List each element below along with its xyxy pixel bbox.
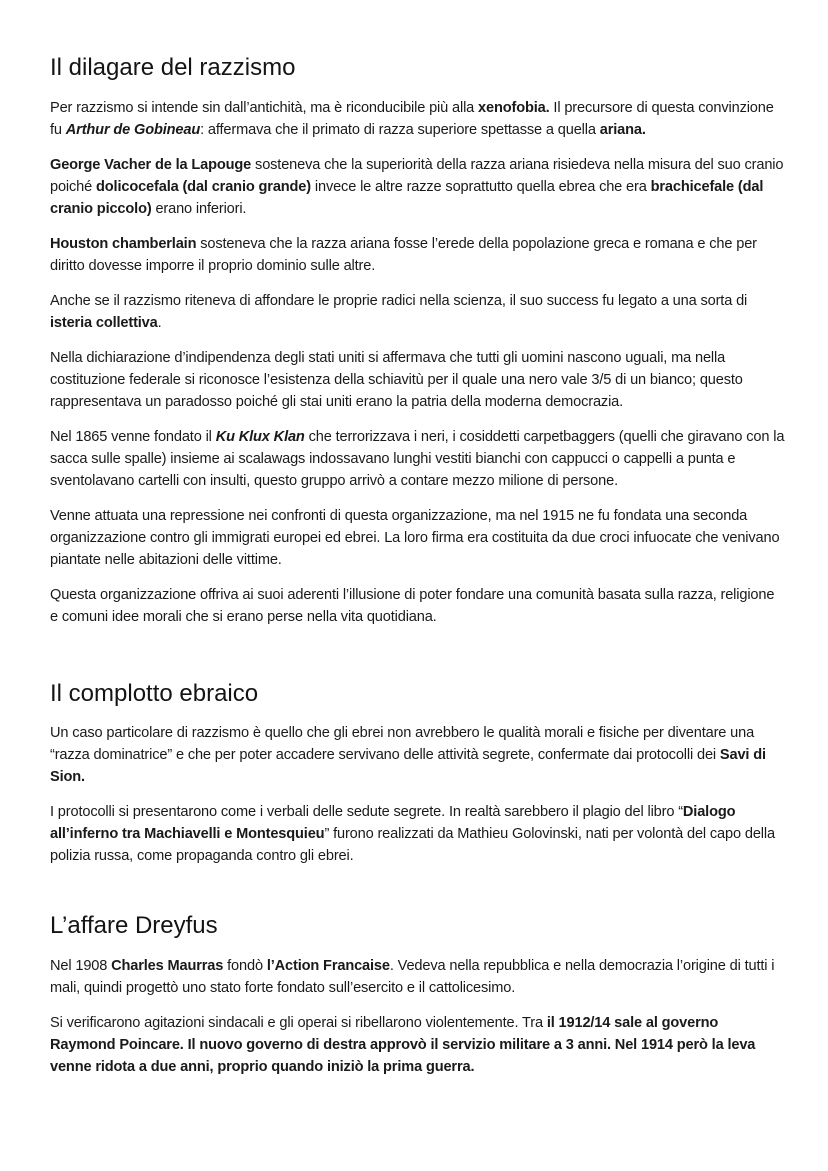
paragraph: Nel 1908 Charles Maurras fondò l’Action Francaise. Vedeva nella repubblica e nella democrazia l’origine di tutti i mali, quindi progettò uno stato forte fondato sull’esercito e il cattolicesimo. (50, 958, 775, 996)
paragraph: Per razzismo si intende sin dall’antichità, ma è riconducibile più alla xenofobia. Il precursore di questa convinzione fu Arthur de Gobineau: affermava che il primato di razza superiore spettasse a quella ariana. (50, 100, 774, 138)
section-complotto (50, 679, 785, 880)
paragraph: Anche se il razzismo riteneva di affondare le proprie radici nella scienza, il suo success fu legato a una sorta di isteria collettiva. (50, 293, 748, 331)
section-razzismo (50, 53, 785, 641)
paragraph: Si verificarono agitazioni sindacali e gli operai si ribellarono violentemente. Tra il 1912/14 sale al governo Raymond Poincare. Il nuovo governo di destra approvò il servizio militare a 3 anni. Nel 1914 però la leva venne ridota a due anni, proprio quando iniziò la prima guerra. (50, 1015, 756, 1075)
paragraph: Nella dichiarazione d’indipendenza degli stati uniti si affermava che tutti gli uomini nascono uguali, ma nella costituzione federale si riconosce l’esistenza della schiavitù per il quale una nero vale 3/5 di un bianco; questo rappresentava un paradosso poiché gli stai uniti erano la patria della moderna democrazia. (50, 350, 743, 410)
section-title: Il dilagare del razzismo (50, 54, 296, 81)
paragraph: Venne attuata una repressione nei confronti di questa organizzazione, ma nel 1915 ne fu fondata una seconda organizzazione contro gli immigrati europei ed ebrei. La loro firma era costituita da due croci infuocate che venivano piantate nelle abitazioni delle vittime. (50, 508, 780, 568)
paragraph: George Vacher de la Lapouge sosteneva che la superiorità della razza ariana risiedeva nella misura del suo cranio poiché dolicocefala (dal cranio grande) invece le altre razze soprattutto quella ebrea che era brachicefale (dal cranio piccolo) erano inferiori. (50, 157, 784, 217)
paragraph: Houston chamberlain sosteneva che la razza ariana fosse l’erede della popolazione greca e romana e che per diritto dovesse imporre il proprio dominio sulle altre. (50, 236, 757, 274)
section-dreyfus (50, 911, 785, 1091)
paragraph: Un caso particolare di razzismo è quello che gli ebrei non avrebbero le qualità morali e fisiche per diventare una “razza dominatrice” e che per poter accadere servivano delle attività segrete, confermate dai protocolli dei Savi di Sion. (50, 725, 766, 785)
section-title: L’affare Dreyfus (50, 912, 218, 939)
paragraph: Questa organizzazione offriva ai suoi aderenti l’illusione di poter fondare una comunità basata sulla razza, religione e comuni idee morali che si erano perse nella vita quotidiana. (50, 587, 775, 625)
section-title: Il complotto ebraico (50, 680, 259, 707)
paragraph: Nel 1865 venne fondato il Ku Klux Klan che terrorizzava i neri, i cosiddetti carpetbaggers (quelli che giravano con la sacca sulle spalle) insieme ai scalawags indossavano lunghi vestiti bianchi con cappucci o cappelli a punta e sventolavano cartelli con insulti, questo gruppo arrivò a contare mezzo milione di persone. (50, 429, 785, 489)
paragraph: I protocolli si presentarono come i verbali delle sedute segrete. In realtà sarebbero il plagio del libro “Dialogo all’inferno tra Machiavelli e Montesquieu” furono realizzati da Mathieu Golovinski, nati per volontà del capo della polizia russa, come propaganda contro gli ebrei. (50, 804, 775, 864)
